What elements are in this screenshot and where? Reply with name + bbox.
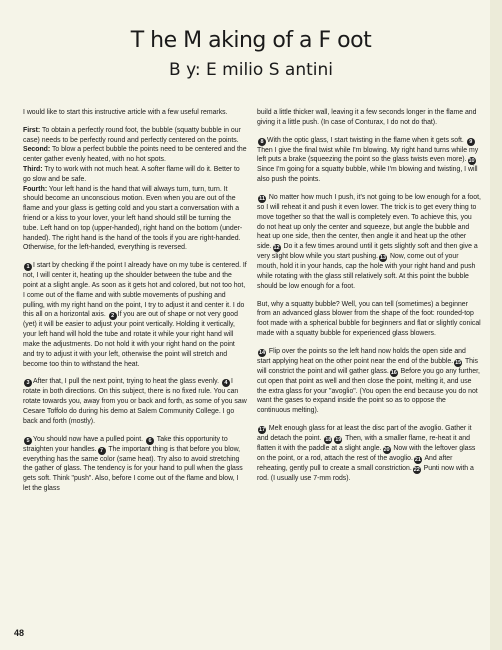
page-edge: [490, 0, 502, 650]
step-12-text: Do it a few times around until it gets slightly soft and then give a very slight blow while you start pushing.: [257, 243, 478, 261]
step-5-paragraph: [23, 435, 247, 494]
step-19-text: Then, with a smaller flame, re-heat it and flatten it with the paddle at a slight angle.: [257, 434, 470, 452]
step-6-text: Take this opportunity to straighten your handles.: [23, 435, 228, 453]
step-13-text: Now, come out of your mouth, hold it in your hands, cap the hole with your right hand and push while rotating with the glass still relatively soft. At this point the bubble should be low enough for a foot.: [257, 253, 476, 290]
third-text: Try to work with not much heat. A softer flame will do it. Better to go slow and be safe.: [23, 165, 240, 183]
step-22-badge: 22: [413, 466, 420, 473]
fourth-label: Fourth:: [23, 185, 48, 193]
step-19-badge: 19: [335, 436, 342, 443]
step-17-paragraph: [257, 424, 481, 484]
step-3-paragraph: [23, 377, 247, 426]
step-12-badge: 12: [273, 245, 280, 252]
left-column: [23, 108, 247, 502]
step-2-text: If you are out of shape or not very good (yet) it will be easier to adjust your point vertically. Holding it vertically, your left hand will hold the tube and rotate it while your right hand will make the adjustments. Do not hold it with your right hand on the point and try to adjust it with your left, otherwise the point will stretch and become too thin to withstand the heat.: [23, 311, 238, 368]
step-3-badge: 3: [24, 379, 32, 387]
first-label: First:: [23, 126, 41, 134]
continuation-paragraph: build a little thicker wall, leaving it a few seconds longer in the flame and giving it a little push. (In case of Conturax, I do not do that).: [257, 109, 477, 126]
step-8-text: With the optic glass, I start twisting in the flame when it gets soft.: [267, 136, 464, 144]
third-label: Third:: [23, 165, 43, 173]
step-20-badge: 20: [383, 446, 390, 453]
step-15-badge: 15: [455, 359, 462, 366]
step-10-text: Since I'm going for a squatty bubble, while I'm blowing and twisting, I will also push the points.: [257, 166, 478, 184]
step-5-text: You should now have a pulled point.: [33, 435, 144, 443]
step-17-badge: 17: [258, 426, 266, 433]
step-3-text: After that, I pull the next point, trying to heat the glass evenly.: [33, 378, 220, 386]
step-4-text: I rotate in both directions. On this subject, there is no fixed rule. You can rotate towards you, away from you or back and forth, as some of you saw Cesare Toffolo do during his demo at Salem Community College. I go back and forth (mostly).: [23, 378, 247, 425]
step-14-badge: 14: [258, 349, 266, 356]
first-remark: [23, 126, 247, 146]
step-1-badge: 1: [24, 263, 32, 271]
step-15-text: This will constrict the point and will gather glass.: [257, 357, 478, 375]
article-title: T he M aking of a F oot: [130, 28, 372, 53]
second-remark: [23, 145, 247, 165]
step-8-paragraph: [257, 136, 481, 185]
fourth-text: Your left hand is the hand that will always turn, turn, turn. It should become an unconscious motion. Even when you are out of the flame and your glass is getting cold and you start a conversation with a friend or a kiss to your lover, your left hand should still be turning the tube. Left hand on top (upper-handed), right hand on the bottom (under-handed). The right hand is the hand of the tools if you are right-handed. Otherwise, for the left-handed, everything is reversed.: [23, 185, 243, 252]
step-21-text: And after reheating, gently pull to create a small constriction.: [257, 454, 453, 472]
third-remark: [23, 165, 247, 185]
step-14-text: Flip over the points so the left hand now holds the open side and start applying heat on the other point near the end of the bubble.: [257, 347, 466, 365]
right-column: [257, 108, 481, 492]
step-2-badge: 2: [109, 312, 117, 320]
step-22-text: Punti now with a rod. (I usually use 7-mm rods).: [257, 464, 474, 482]
step-11-paragraph: [257, 193, 481, 292]
page-number: 48: [14, 628, 25, 638]
step-9-text: Then I give the final twist while I'm blowing. My right hand turns while my left puts a brake (squeezing the point so the glass twists even more).: [257, 146, 479, 164]
step-1-paragraph: [23, 261, 247, 369]
fourth-remark: [23, 185, 247, 254]
step-7-text: The important thing is that before you blow, everything has the same color (same heat). Try also to avoid stretching the gather of glass. The tendency is for your hand to pull when the glass gets soft. Think "push". Also, before I come out of the flame and blow, I let the glass: [23, 445, 243, 492]
step-14-paragraph: [257, 347, 481, 416]
intro-paragraph: I would like to start this instructive article with a few useful remarks.: [23, 109, 228, 116]
second-label: Second:: [23, 146, 51, 154]
step-11-text: No matter how much I push, it's not going to be low enough for a foot, so I will reheat it and push it even lower. The trick is to get every thing to move together so that the wall is completely even. To achieve this, you do not heat up only the center and squeeze, but angle the bubble and heat up one side, then the center, then angle it and heat up the other side.: [257, 193, 481, 251]
second-text: To blow a perfect bubble the points need to be centered and the center gather evenly heated, with no hot spots.: [23, 146, 247, 164]
step-21-badge: 21: [414, 456, 421, 463]
article-byline: B y: E milio S antini: [169, 60, 333, 80]
step-6-badge: 6: [146, 437, 154, 445]
step-20-text: Now with the leftover glass on the point, or a rod, attach the rest of the avoglio.: [257, 444, 476, 462]
step-1-text: I start by checking if the point I already have on my tube is centered. If not, I will center it, heating up the shoulder between the tube and the point at a slight angle. As soon as it gets hot and colored, but not too hot, I come out of the flame and with subtle movements of pushing and pulling, with my right hand on the point, I try to adjust it and center it. I do this all on a horizontal axis.: [23, 262, 247, 319]
step-5-badge: 5: [24, 437, 32, 445]
step-9-badge: 9: [467, 138, 475, 146]
step-7-badge: 7: [98, 447, 106, 455]
step-18-badge: 18: [325, 436, 332, 443]
step-16-text: Before you go any further, cut open that point as well and then close the point, melting it, and use the extra glass for your "avoglio". (You open the end because you do not want the gases to expand inside the point so as to oppose the continuous melting).: [257, 367, 480, 415]
step-16-badge: 16: [390, 369, 397, 376]
first-text: To obtain a perfectly round foot, the bubble (squatty bubble in our case) needs to be perfectly round and perfectly centered on the points.: [23, 126, 241, 144]
step-4-badge: 4: [222, 379, 230, 387]
step-10-badge: 10: [468, 158, 475, 165]
step-11-badge: 11: [259, 195, 265, 202]
step-17-text: Melt enough glass for at least the disc part of the avoglio. Gather it and detach the point.: [257, 424, 472, 442]
squatty-bubble-paragraph: But, why a squatty bubble? Well, you can tell (sometimes) a beginner from an advanced glass blower from the shape of the foot: rounded-top foot made with a spherical bubble for beginners and flat or slightly conical made with a squatty bubble for experienced glass blowers.: [257, 300, 481, 337]
step-13-badge: 13: [379, 255, 387, 262]
step-8-badge: 8: [258, 138, 266, 146]
